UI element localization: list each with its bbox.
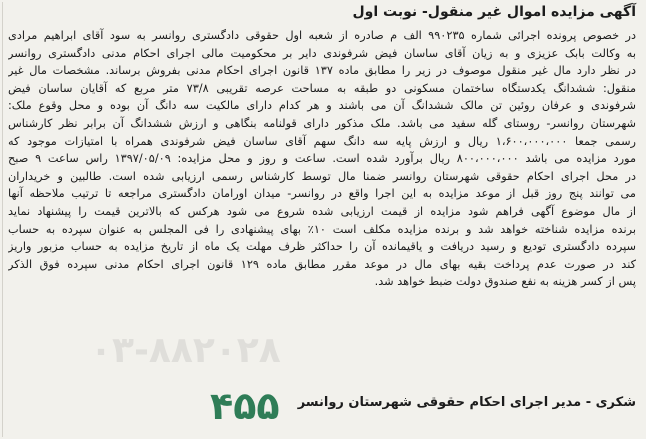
ad-line: شهرستان روانسر- روستای گله سفید می باشد. ملک مذکور دارای قولنامه بنگاهی و ارزش ششدانگ آن برابر نظر کارشناس [8, 116, 636, 130]
ad-line: رسمی جمعا ۱،۶۰۰،۰۰۰،۰۰۰ ریال و ارزش پایه سه دانگ سهم آقای ساسان فیض شرفوندی همراه با امتیازات موجود که [8, 134, 636, 148]
ad-line: به وکالت بابک عزیزی و به زیان آقای ساسان فیض شرفوندی دایر بر محکومیت مالی اجرای احکام مدنی دادگستری روانسر [8, 46, 636, 60]
ad-line: منقول: ششدانگ یکدستگاه ساختمان مسکونی دو طبقه به مساحت عرصه تقریبی ۷۳/۸ متر مربع که آقایان ساسان فیض [8, 81, 636, 95]
faded-watermark: ۰۳-۸۸۲۰۲۸ [90, 330, 281, 371]
ad-line: مورد مزایده می باشد ۸۰۰،۰۰۰،۰۰۰ ریال برآورد شده است. ساعت و روز و محل مزایده: ۱۳۹۷/۰۵/۰۹ راس ساعت ۹ صبح [8, 152, 636, 166]
ad-line: برنده مزایده شناخته خواهد شد و برنده مزایده مکلف است ۱۰٪ بهای پیشنهادی را فی المجلس به عنوان سپرده به حساب [8, 222, 636, 236]
ad-line: کند در صورت عدم پرداخت بقیه بهای مال در موعد مقرر مطابق ماده ۱۲۹ قانون اجرای احکام مدنی سپرده فوق الذکر [8, 257, 636, 271]
handwritten-code: ۴۵۵ [210, 384, 280, 428]
ad-signature: شکری - مدیر اجرای احکام حقوقی شهرستان روانسر [297, 395, 636, 410]
ad-line: سپرده دادگستری تودیع و رسید دریافت و یاقیمانده آن را حداکثر ظرف مهلت یک ماه از تاریخ مزایده به حساب مزبور واریز [8, 240, 636, 254]
ad-line: شرفوندی و عرفان روئین تن مالک ششدانگ آن می باشند و هر کدام دارای مالکیت سه دانگ آن بوده و محل وقوع ملک: [8, 99, 636, 113]
ad-body [8, 27, 636, 291]
ad-line: می توانند پنج روز قبل از موعد مزایده به این اجرا واقع در روانسر- میدان اورامان دادگستری مراجعه تا ترتیب ملاحظه آنها [8, 187, 636, 201]
ad-line: از مال موضوع آگهی فراهم شود مزایده از قیمت ارزیابی شده شروع می شود هرکس که بالاترین قیمت را پیشنهاد نماید [8, 204, 636, 218]
ad-line: در نظر دارد مال غیر منقول موصوف در زیر را مطابق ماده ۱۳۷ قانون اجرای احکام مدنی بفروش برساند. مشخصات مال غیر [8, 64, 636, 78]
ad-line: در خصوص پرونده اجرائی شماره ۹۹۰۲۳۵ الف م صادره از شعبه اول حقوقی دادگستری روانسر به سود آقای ابراهیم مرادی [8, 29, 636, 42]
ad-line: در محل اجرای احکام حقوقی شهرستان روانسر ضمنا مال توسط کارشناس رسمی ارزیابی شده است. طالبین و خریداران [8, 169, 636, 183]
ad-line: پس از کسر هزینه به نفع صندوق دولت ضبط خواهد شد. [374, 275, 636, 289]
ad-title: آگهی مزایده اموال غیر منقول- نوبت اول [352, 4, 636, 20]
